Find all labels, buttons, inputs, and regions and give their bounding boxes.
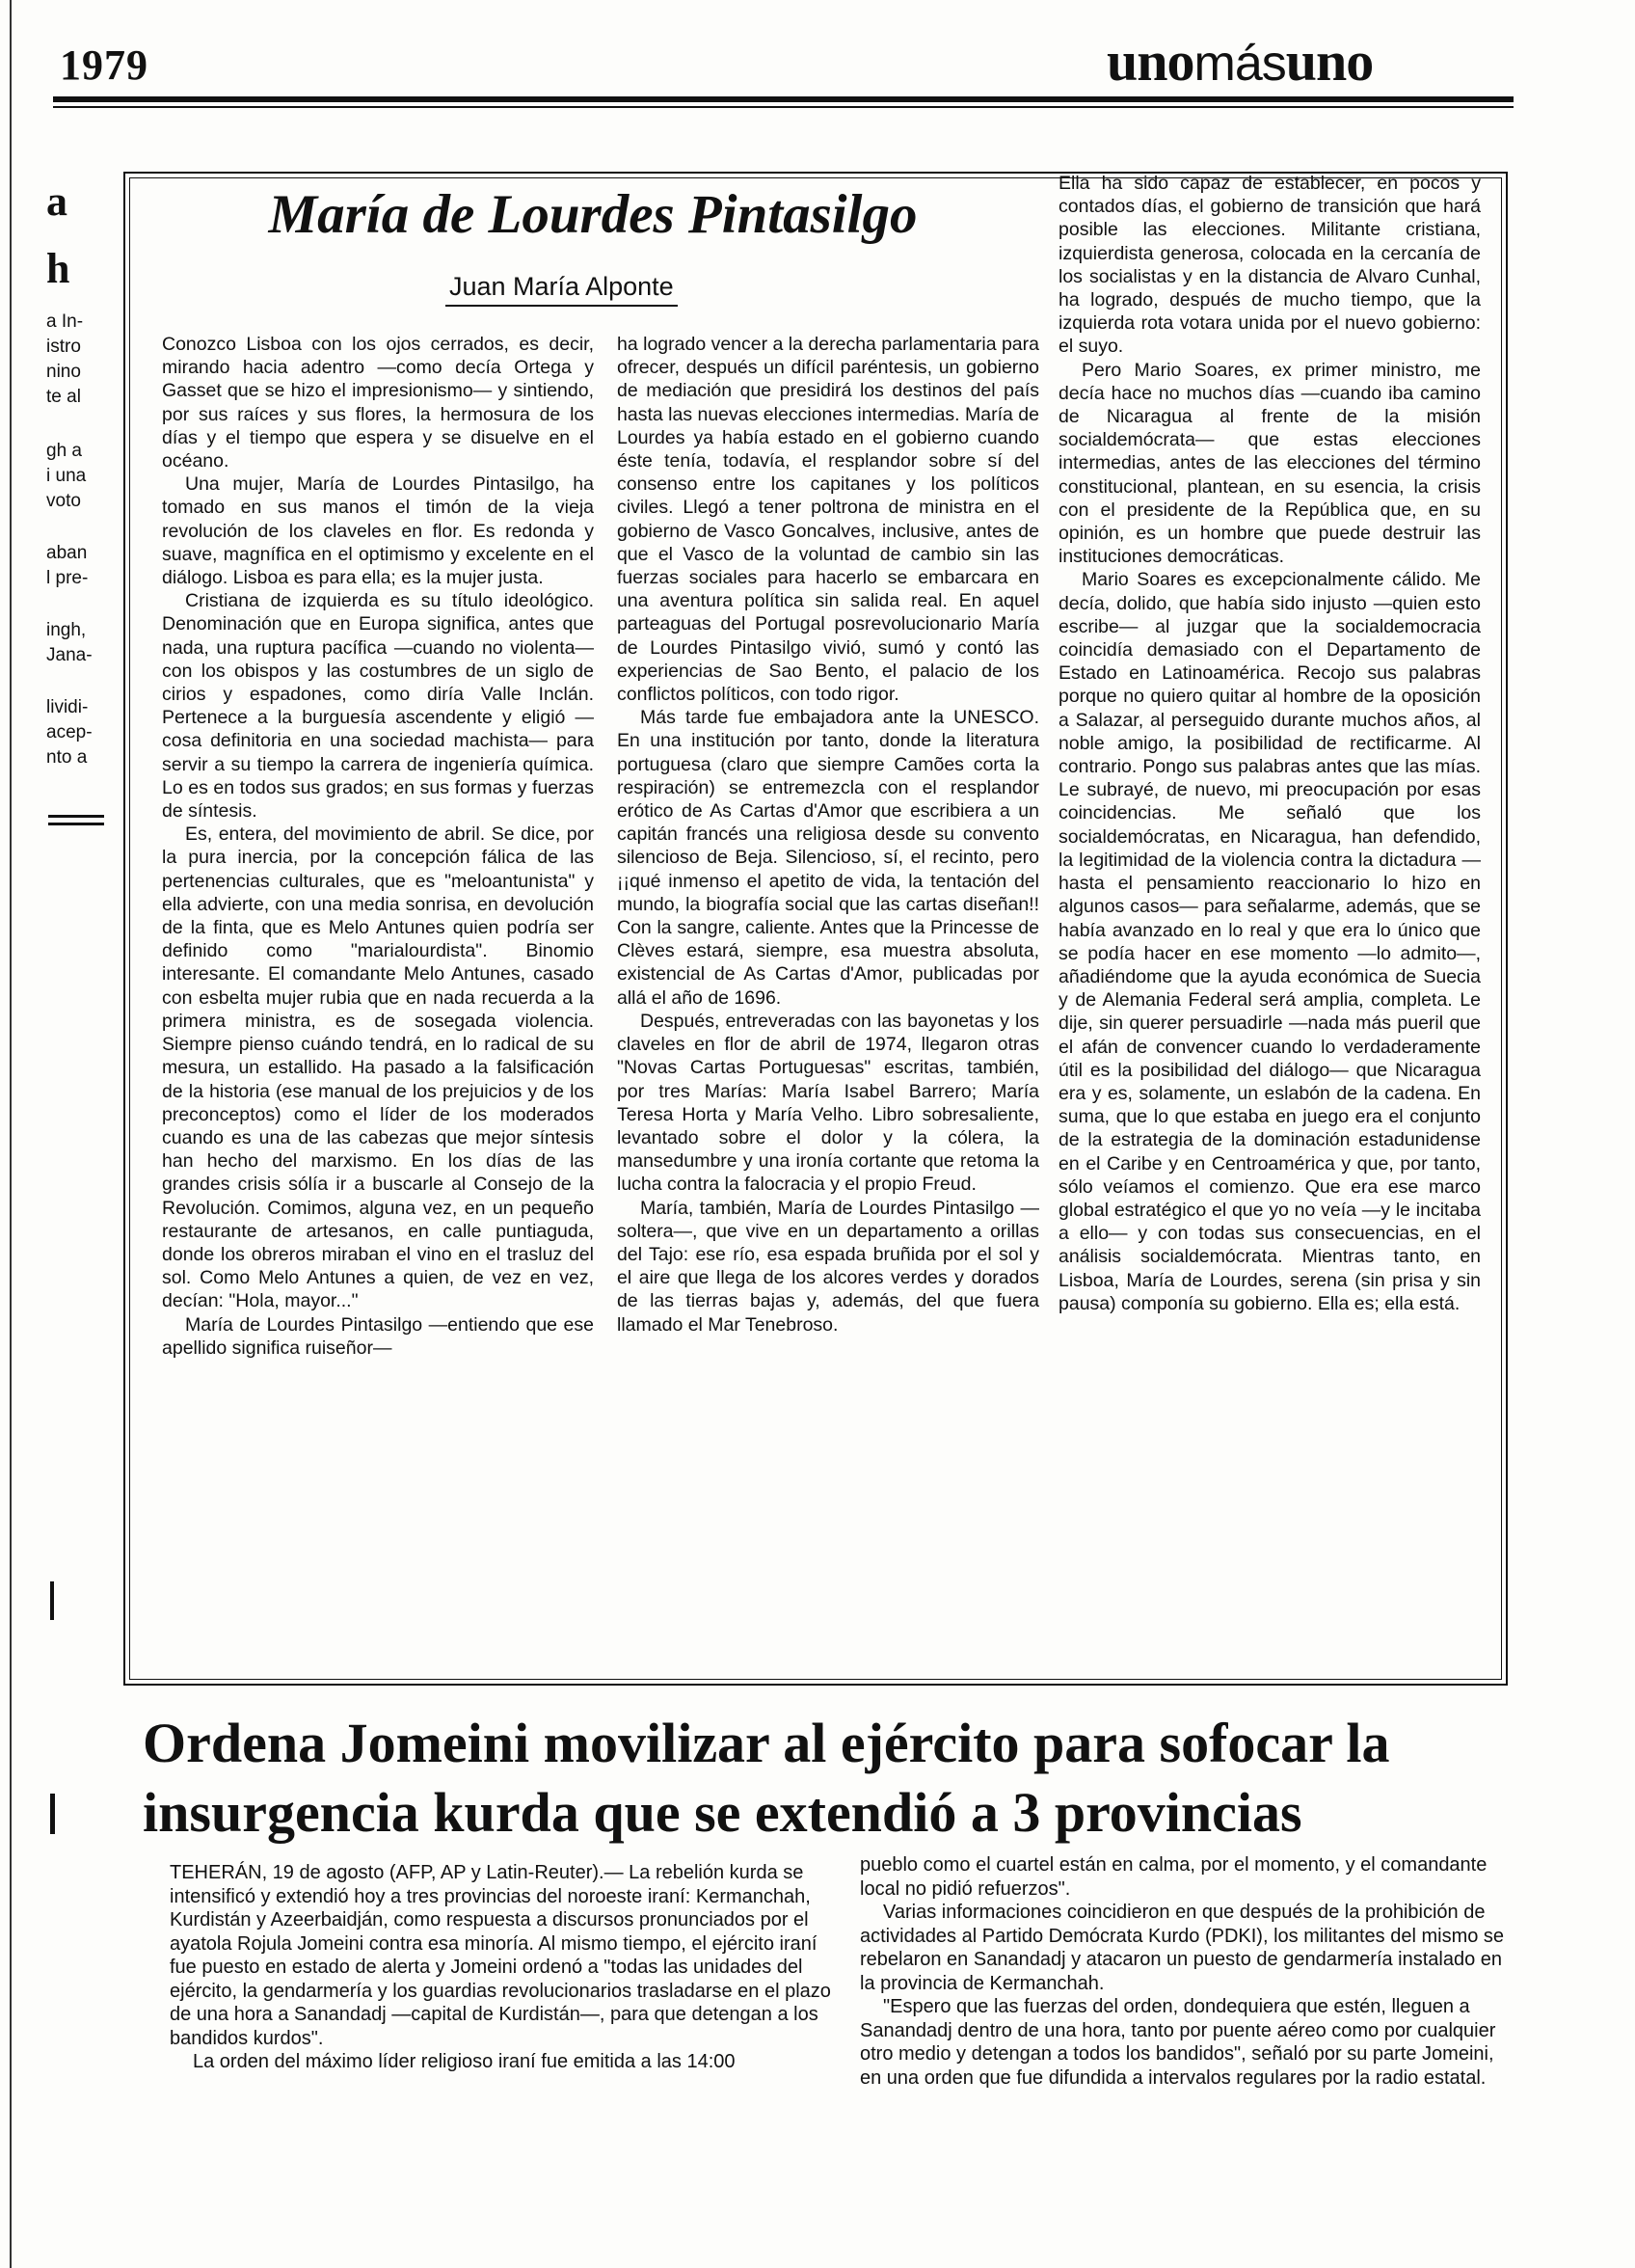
left-divider bbox=[48, 823, 104, 825]
paragraph: Ella ha sido capaz de establecer, en pocos y contados días, el gobierno de transición que hará posible las elecciones. Militante cristiana, izquierdista generosa, colocada en la cercanía de los socialistas y en la distancia de Alvaro Cunhal, ha logrado, después de mucho tiempo, que la izquierda rota votara unida por el nuevo gobierno: el suyo. bbox=[1059, 173, 1481, 358]
left-fragment: l pre- bbox=[46, 568, 89, 588]
left-fragment: a bbox=[46, 177, 67, 225]
left-divider bbox=[48, 815, 104, 818]
news-headline bbox=[143, 1709, 1531, 1848]
issue-year: 1979 bbox=[60, 41, 148, 89]
left-fragment: i una bbox=[46, 466, 87, 486]
left-fragment: Jana- bbox=[46, 645, 93, 665]
left-fragment: nto a bbox=[46, 747, 88, 768]
paragraph: Varias informaciones coincidieron en que después de la prohibición de actividades al Partido Demócrata Kurdo (PDKI), los militantes del mismo se rebelaron en Sanandadj y atacaron un puesto de gendarmería instalado en la provincia de Kermanchah. bbox=[860, 1902, 1505, 1994]
paragraph: ha logrado vencer a la derecha parlamentaria para ofrecer, después un difícil paréntesis, un gobierno de mediación que presidirá los destinos del país hasta las nuevas elecciones intermedias. María de Lourdes ya había estado en el gobierno cuando éste tenía, todavía, el resplandor sobre sí del consenso entre los capitanes y los políticos civiles. Llegó a tener poltrona de ministra en el gobierno de Vasco Goncalves, inclusive, antes de que el Vasco de la voluntad de cambio sin las fuerzas sociales para hacerlo se embarcara en una aventura política sin salida real. En aquel parteaguas del Portugal posrevolucionario María de Lourdes Pintasilgo vivió, sumó y contó las experiencias de Sao Bento, el palacio de los conflictos políticos, con todo rigor. bbox=[617, 334, 1039, 706]
paragraph: Mario Soares es excepcionalmente cálido. Me decía, dolido, que había sido injusto —quien esto escribe— al juzgar que la socialdemocracia coincidía demasiado con el Departamento de Estado en Latinoamérica. Recojo sus palabras porque no quiero quitar al hombre de la oposición a Salazar, al perseguido durante muchos años, al noble amigo, la posibilidad de rectificarme. Al contrario. Pongo sus palabras antes que las mías. Le subrayé, de nuevo, mi preocupación por esas coincidencias. Me señaló que los socialdemócratas, en Nicaragua, han defendido, la legitimidad de la violencia contra la dictadura —hasta el pensamiento reaccionario lo hizo en algunos casos— para señalarme, además, que se había avanzado en lo real y que era lo único que se podía hacer en ese momento —lo admito—, añadiéndome que la ayuda económica de Suecia y de Alemania Federal será amplia, completa. Le dije, sin querer persuadirle —nada más pueril que el afán de convencer cuando lo verdaderamente útil es la posibilidad del diálogo— que Nicaragua era y es, solamente, un eslabón de la cadena. En suma, que lo que estaba en juego era el conjunto de la estrategia de la dominación estadunidense en el Caribe y en Centroamérica y que, por tanto, sólo veíamos el comienzo. Que era ese marco global estratégico el que yo no veía —y le incitaba a ello— y con todas sus consecuencias, en el análisis socialdemócrata. Mientras tanto, en Lisboa, María de Lourdes, serena (sin prisa y sin pausa) componía su gobierno. Ella es; ella está. bbox=[1059, 569, 1481, 1314]
left-fragment: a In- bbox=[46, 311, 84, 332]
paragraph: La orden del máximo líder religioso iraní fue emitida a las 14:00 bbox=[193, 2051, 736, 2072]
left-fragment: voto bbox=[46, 491, 81, 511]
paragraph: Conozco Lisboa con los ojos cerrados, es decir, mirando hacia adentro —como decía Ortega y Gasset que se hizo el impresionismo— y sintiendo, por sus raíces y sus flores, la hermosura de los días y el tiempo que espera y se disuelve en el océano. bbox=[162, 334, 594, 472]
paragraph: María de Lourdes Pintasilgo —entiendo que ese apellido significa ruiseñor— bbox=[162, 1313, 594, 1359]
paragraph: Más tarde fue embajadora ante la UNESCO. En una institución por tanto, donde la literatura portuguesa (claro que siempre Camões corta la respiración) se entremezcla con el resplandor erótico de As Cartas d'Amor que escribiera a un capitán francés una religiosa desde su convento silencioso de Beja. Silencioso, sí, el recinto, pero ¡¡qué inmenso el apetito de vida, la tentación del mundo, la biografía social que las cartas diseñan!! Con la sangre, caliente. Antes que la Princesse de Clèves estará, siempre, esa muestra absoluta, existencial de As Cartas d'Amor, publicadas por allá el año de 1696. bbox=[617, 707, 1039, 1009]
headline-line-1: Ordena Jomeini movilizar al ejército para sofocar la bbox=[143, 1712, 1390, 1774]
article-byline: Juan María Alponte bbox=[445, 270, 678, 307]
paragraph: "Espero que las fuerzas del orden, dondequiera que estén, lleguen a Sanandadj dentro de una hora, tanto por puente aéreo como por cualquier otro medio y detengan a todos los bandidos", señaló por su parte Jomeini, en una orden que fue difundida a intervalos regulares por la radio estatal. bbox=[860, 1996, 1496, 2089]
article-column-3 bbox=[1059, 172, 1481, 1315]
left-fragment: te al bbox=[46, 387, 81, 407]
paragraph: pueblo como el cuartel están en calma, por el momento, y el comandante local no pidió refuerzos". bbox=[860, 1854, 1488, 1900]
paragraph: Es, entera, del movimiento de abril. Se dice, por la pura inercia, por la concepción fálica de las pertenencias culturales, que es "meloantunista" y ella advierte, con una media sonrisa, en devolución de la finta, que es Melo Antunes quien podría ser definido como "marialourdista". Binomio interesante. El comandante Melo Antunes, casado con esbelta mujer rubia que en nada recuerda a la primera ministra, es de sosegada violencia. Siempre pienso cuándo tendrá, en lo radical de su mesura, un estallido. Ha pasado a la falsificación de la historia (ese manual de los prejuicios y de los preconceptos) como el líder de los moderados cuando es una de las cabezas que mejor síntesis han hecho del marxismo. En los días de las grandes crisis sólía ir a buscarle al Consejo de la Revolución. Comimos, alguna vez, en un pequeño restaurante de artesanos, en calle puntiaguda, donde los obreros miraban el vino en el trasluz del sol. Como Melo Antunes a quien, de vez en vez, decían: "Hola, mayor..." bbox=[162, 824, 594, 1312]
headline-line-2: insurgencia kurda que se extendió a 3 provincias bbox=[143, 1781, 1302, 1844]
news-dateline: TEHERÁN, 19 de agosto (AFP, AP y Latin-Reuter).— bbox=[170, 1862, 624, 1883]
margin-mark bbox=[50, 1794, 55, 1834]
paragraph: Después, entreveradas con las bayonetas y los claveles en flor de abril de 1974, llegaron otras "Novas Cartas Portuguesas" escritas, también, por tres Marías: María Isabel Barrero; María Teresa Horta y María Velho. Libro sobresaliente, levantado sobre el dolor y la cólera, la mansedumbre y una ironía cortante que retoma la lucha contra la falocracia y el propio Freud. bbox=[617, 1010, 1039, 1196]
left-fragment: nino bbox=[46, 362, 81, 382]
paragraph: María, también, María de Lourdes Pintasilgo —soltera—, que vive en un departamento a orillas del Tajo: ese río, esa espada bruñida por el sol y el aire que llega de los alcores verdes y dorados de las tierras bajas y, además, del que fuera llamado el Mar Tenebroso. bbox=[617, 1197, 1039, 1336]
left-fragment: istro bbox=[46, 337, 81, 357]
paragraph: Una mujer, María de Lourdes Pintasilgo, ha tomado en sus manos el timón de la vieja revolución de los claveles en flor. Es redonda y suave, magnífica en el optimismo y excelente en el diálogo. Lisboa es para ella; es la mujer justa. bbox=[162, 473, 594, 589]
masthead-part-2: más bbox=[1193, 36, 1286, 92]
article-column-1 bbox=[162, 333, 594, 1360]
paragraph: Cristiana de izquierda es su título ideológico. Denominación que en Europa significa, antes que nada, una ruptura pacífica —cuando no violenta— con los obispos y las costumbres de un siglo de cirios y espadones, como diría Valle Inclán. Pertenece a la burguesía ascendente y eligió —cosa definitoria en una sociedad machista— para servir a su tiempo la carrera de ingeniería química. Lo es en todos sus grados; en sus formas y fuerzas de síntesis. bbox=[162, 590, 594, 823]
paragraph: Pero Mario Soares, ex primer ministro, me decía hace no muchos días —cuando iba camino de Nicaragua al frente de la misión socialdemócrata— que estas elecciones intermedias, antes de las elecciones del término constitucional, plantean, en su esencia, la crisis con el presidente de la República que, en su opinión, es un hombre que puede destruir las instituciones democráticas. bbox=[1059, 359, 1481, 568]
newspaper-masthead bbox=[1107, 29, 1373, 94]
news-column-1 bbox=[170, 1861, 837, 2074]
margin-mark bbox=[50, 1581, 54, 1620]
left-fragment: lividi- bbox=[46, 697, 89, 717]
paragraph: La rebelión kurda se intensificó y extendió hoy a tres provincias del noroeste iraní: Kermanchah, Kurdistán y Azeerbaidján, como respuesta a discursos pronunciados por el ayatola Rojula Jomeini contra esa minoría. Al mismo tiempo, el ejército iraní fue puesto en estado de alerta y Jomeini ordenó a "todas las unidades del ejército, la gendarmería y los guardias revolucionarios trasladarse en el plazo de una hora a Sanandadj —capital de Kurdistán—, para que detengan a los bandidos kurdos". bbox=[170, 1862, 831, 2049]
news-column-2 bbox=[860, 1853, 1508, 2090]
left-fragment: gh a bbox=[46, 441, 82, 461]
page-edge bbox=[10, 0, 12, 2268]
masthead-rule-thin bbox=[53, 106, 1514, 108]
left-fragment: acep- bbox=[46, 722, 93, 742]
left-fragment: ingh, bbox=[46, 620, 87, 640]
article-title: María de Lourdes Pintasilgo bbox=[268, 184, 918, 245]
article-column-2 bbox=[617, 333, 1039, 1336]
masthead-part-1: uno bbox=[1107, 30, 1194, 93]
masthead-rule bbox=[53, 96, 1514, 102]
masthead-part-3: uno bbox=[1285, 30, 1374, 93]
left-fragment: h bbox=[46, 245, 70, 292]
left-fragment: aban bbox=[46, 543, 88, 563]
